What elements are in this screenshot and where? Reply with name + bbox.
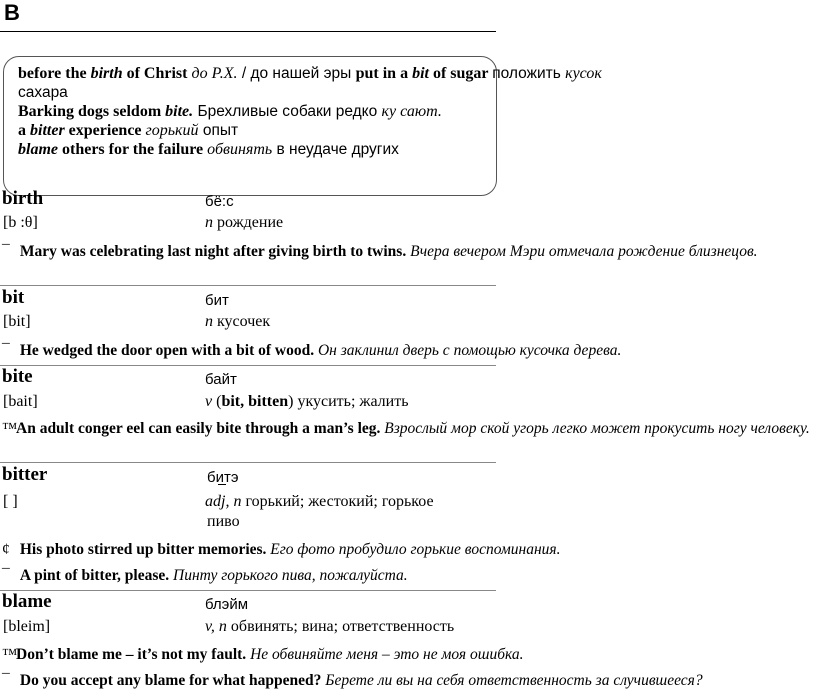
- pronunciation-ru: байт: [205, 371, 237, 388]
- meaning: n кусочек: [205, 313, 271, 330]
- stress-mark: [218, 484, 226, 485]
- example: ¢ His photo stirred up bitter memories. Его фото пробудило горькие воспоминания.: [2, 541, 561, 558]
- meaning: v (bit, bitten) укусить; жалить: [205, 393, 409, 410]
- phrase-line: a bitter experience горький опыт: [18, 122, 239, 139]
- pronunciation-ru: бит: [205, 292, 229, 309]
- example: ¯ Mary was celebrating last night after giving birth to twins. Вчера вечером Мэри отмечала рождение близнецов.: [2, 243, 758, 260]
- pronunciation-ru: блэйм: [205, 596, 249, 613]
- transcription: [b :θ]: [3, 214, 38, 231]
- phrase-line: Barking dogs seldom bite. Брехливые собаки редко ку сают.: [18, 103, 442, 120]
- phrase-list: [18, 64, 602, 159]
- example: ™Don’t blame me – it’s not my fault. Не обвиняйте меня – это не моя ошибка.: [2, 646, 524, 663]
- meaning: v, n обвинять; вина; ответственность: [205, 618, 455, 635]
- transcription: [bait]: [3, 393, 38, 410]
- headword-blame: blame: [2, 591, 52, 612]
- example: ¯ Do you accept any blame for what happened? Берете ли вы на себя ответственность за случившееся?: [2, 672, 703, 689]
- transcription: [bit]: [3, 313, 31, 330]
- transcription: [ ]: [3, 493, 18, 510]
- pronunciation-ru: битэ: [207, 469, 239, 486]
- phrase-line: before the birth of Christ до Р.Х. / до нашей эры put in a bit of sugar положить кусок: [18, 65, 602, 82]
- top-divider: [0, 31, 496, 32]
- meaning: n рождение: [205, 214, 284, 231]
- entry-divider: [0, 365, 496, 366]
- headword-bit: bit: [2, 287, 25, 308]
- meaning: adj, n горький; жестокий; горькое: [205, 493, 434, 510]
- headword-birth: birth: [2, 188, 44, 209]
- transcription: [bleim]: [3, 618, 51, 635]
- example: ¯ A pint of bitter, please. Пинту горького пива, пожалуйста.: [2, 567, 408, 584]
- section-letter: B: [4, 0, 20, 25]
- entry-divider: [0, 590, 496, 591]
- meaning-continued: пиво: [207, 513, 240, 530]
- example: ™An adult conger eel can easily bite through a man’s leg. Взрослый мор ской угорь легко может прокусить ногу человеку.: [2, 420, 810, 437]
- phrase-line: blame others for the failure обвинять в неудаче других: [18, 141, 399, 158]
- phrase-line: сахара: [18, 84, 68, 101]
- pronunciation-ru: бё:с: [205, 193, 234, 210]
- example: ¯ He wedged the door open with a bit of wood. Он заклинил дверь с помощью кусочка дерева.: [2, 342, 622, 359]
- headword-bitter: bitter: [2, 464, 48, 485]
- entry-divider: [0, 462, 496, 463]
- headword-bite: bite: [2, 366, 33, 387]
- entry-divider: [0, 285, 496, 286]
